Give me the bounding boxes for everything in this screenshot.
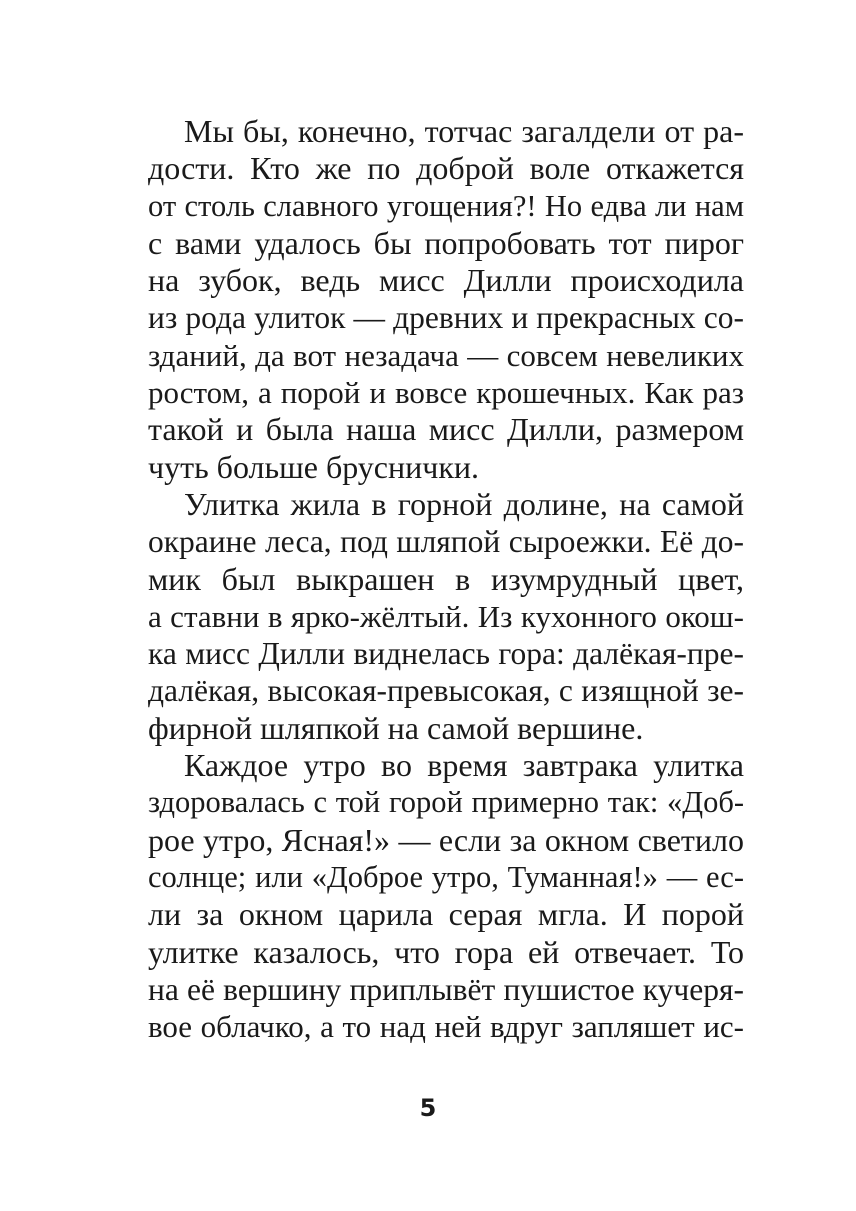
text-line: далёкая, высокая-превысокая, с изящной зе- — [148, 673, 744, 709]
text-line: ростом, а порой и вовсе крошечных. Как раз — [148, 375, 744, 411]
text-line: ли за окном царила серая мгла. И порой — [148, 896, 744, 933]
text-line: солнце; или «Доброе утро, Туманная!» — ес- — [148, 859, 744, 894]
text-line: дости. Кто же по доброй воле откажется — [148, 150, 744, 187]
text-line: Мы бы, конечно, тотчас загалдели от ра- — [184, 113, 744, 149]
text-line: улитке казалось, что гора ей отвечает. То — [148, 933, 744, 970]
text-line: а ставни в ярко-жёлтый. Из кухонного окош- — [148, 598, 744, 634]
text-line: на её вершину приплывёт пушистое кучеря- — [148, 971, 744, 1007]
text-line: с вами удалось бы попробовать тот пирог — [148, 224, 744, 261]
text-line: от столь славного угощения?! Но едва ли нам — [148, 188, 744, 223]
text-line: Улитка жила в горной долине, на самой — [184, 485, 744, 522]
body-text — [148, 113, 744, 1045]
text-line: вое облачко, а то над ней вдруг запляшет ис- — [148, 1009, 744, 1045]
text-line: такой и была наша мисс Дилли, размером — [148, 411, 744, 448]
text-line: окраине леса, под шляпой сыроежки. Её до- — [148, 524, 744, 560]
text-line: на зубок, ведь мисс Дилли происходила — [148, 262, 744, 299]
text-line: фирной шляпкой на самой вершине. — [148, 709, 644, 746]
text-line: ка мисс Дилли виднелась гора: далёкая-пре- — [148, 636, 744, 672]
text-line: Каждое утро во время завтрака улитка — [184, 747, 744, 784]
text-line: зданий, да вот незадача — совсем невеликих — [148, 337, 744, 373]
page-number: 5 — [419, 1094, 437, 1122]
text-line: мик был выкрашен в изумрудный цвет, — [148, 560, 744, 597]
text-line: здоровалась с той горой примерно так: «Доб- — [148, 785, 744, 820]
text-line: чуть больше бруснички. — [148, 448, 480, 485]
text-line: рое утро, Ясная!» — если за окном светило — [148, 821, 744, 858]
text-line: из рода улиток — древних и прекрасных со- — [148, 300, 744, 336]
